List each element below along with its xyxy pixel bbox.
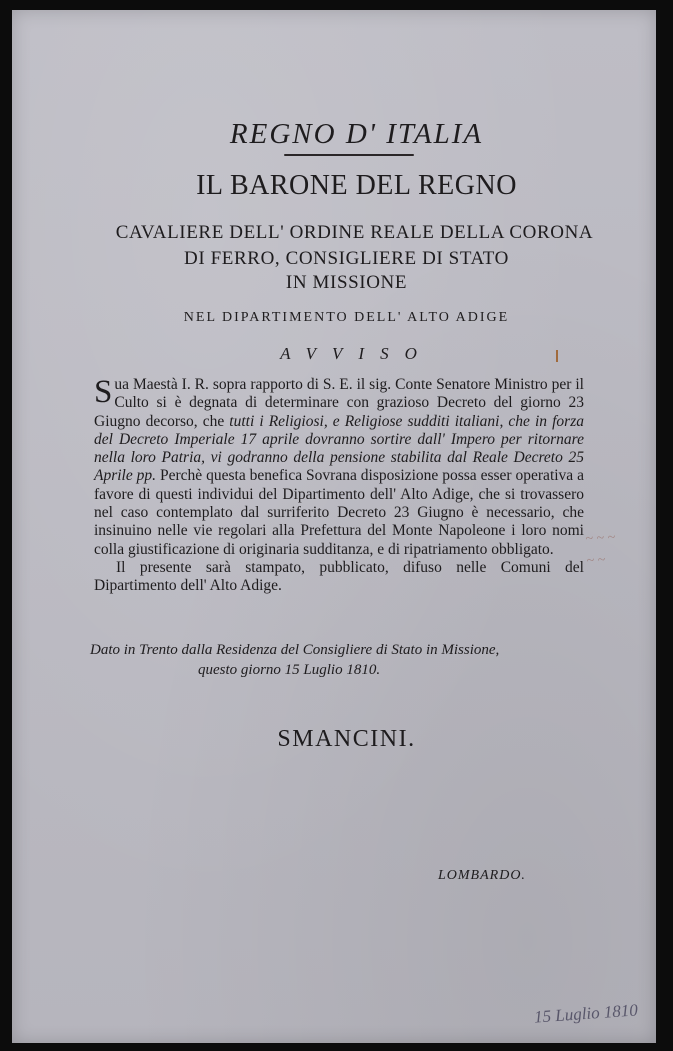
- paragraph-2: Il presente sarà stampato, pubblicato, difuso nelle Comuni del Dipartimento dell' Alto Adige.: [94, 558, 584, 595]
- notice-heading: AVVISO: [280, 344, 433, 363]
- department-line: NEL DIPARTIMENTO DELL' ALTO ADIGE: [183, 310, 510, 325]
- dated-line-2: questo giorno 15 Luglio 1810.: [198, 662, 381, 678]
- kingdom-heading: REGNO D' ITALIA: [229, 118, 484, 150]
- subtitle-line-1: CAVALIERE DELL' ORDINE REALE DELLA CORONA: [115, 222, 594, 243]
- paragraph-1-text-a: ua Maestà I. R. sopra rapporto di S. E. il sig. Conte Senatore Ministro per il Culto si è degnata di determinare con grazioso Decreto del giorno 23 Giugno decorso, che: [94, 376, 584, 430]
- decree-body: [94, 376, 584, 596]
- heading-divider: [284, 154, 414, 156]
- handwritten-date: 15 Luglio 1810: [533, 1000, 639, 1027]
- drop-cap: S: [94, 374, 113, 410]
- title-heading: IL BARONE DEL REGNO: [196, 170, 517, 201]
- subtitle-line-3: IN MISSIONE: [285, 272, 408, 293]
- secretary-name: LOMBARDO.: [438, 868, 526, 883]
- bleed-through-ink: ~ ~ ~ ~ ~: [585, 530, 616, 569]
- dated-line-1: Dato in Trento dalla Residenza del Consigliere di Stato in Missione,: [90, 642, 500, 658]
- paragraph-1-italic: tutti i Religiosi, e Religiose sudditi italiani, che in forza del Decreto Imperiale 17 aprile dovranno sortire dall' Impero per ritornare nella loro Patria, vi godranno della pensione stabilita dal Reale Decreto 25 Aprile pp.: [94, 412, 584, 485]
- paragraph-1-text-b: Perchè questa benefica Sovrana disposizione possa esser operativa a favore di questi individui del Dipartimento dell' Alto Adige, che si trovassero nel caso contemplato dal surriferito Decreto 23 Giugno è necessario, che insinuino nelle vie regolari alla Prefettura del Monte Napoleone i loro nomi colla giustificazione di originaria sudditanza, e di ripatriamento obbligato.: [94, 467, 584, 558]
- signatory-name: SMANCINI.: [277, 726, 416, 752]
- dated-statement: [90, 640, 560, 680]
- subtitle-line-2: DI FERRO, CONSIGLIERE DI STATO: [184, 248, 509, 269]
- ink-mark: [556, 350, 558, 362]
- paragraph-1: [94, 376, 584, 559]
